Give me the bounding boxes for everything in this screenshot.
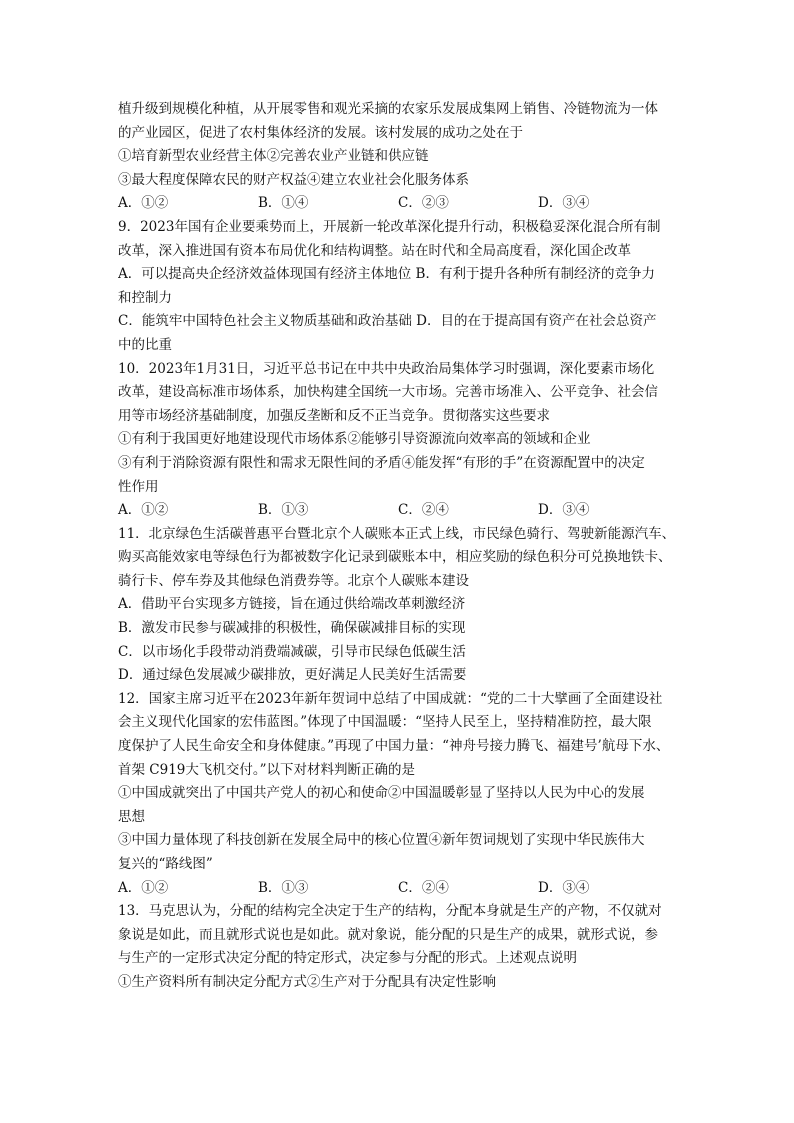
text-line: 首架 C919大飞机交付。”以下对材料判断正确的是	[118, 761, 416, 778]
answer-options-row	[118, 499, 678, 523]
text-line: ③有利于消除资源有限性和需求无限性间的矛盾④能发挥“有形的手”在资源配置中的决定	[118, 454, 645, 471]
answer-options-row	[118, 192, 678, 216]
text-line: C．以市场化手段带动消费端减碳，引导市民绿色低碳生活	[118, 643, 466, 660]
text-line: 思想	[118, 808, 145, 825]
text-line: 植升级到规模化种植，从开展零售和观光采摘的农家乐发展成集网上销售、冷链物流为一体	[118, 101, 658, 117]
answer-option: D．③④	[538, 502, 590, 519]
text-line: 9．2023年国有企业要乘势而上，开展新一轮改革深化提升行动，积极稳妥深化混合所有制	[118, 218, 661, 235]
text-line: D．通过绿色发展减少碳排放，更好满足人民美好生活需要	[118, 667, 467, 684]
answer-option: C．②③	[398, 195, 449, 212]
answer-option: B．①③	[258, 879, 309, 896]
text-line: ③最大程度保障农民的财产权益④建立农业社会化服务体系	[118, 171, 469, 188]
answer-option: A．①②	[118, 195, 169, 212]
answer-option: C．②④	[398, 502, 449, 519]
answer-option: D．③④	[538, 879, 590, 896]
text-line: 会主义现代化国家的宏伟蓝图。”体现了中国温暖：“坚持人民至上，坚持精准防控，最大限	[118, 714, 652, 731]
text-line: 复兴的“路线图”	[118, 856, 213, 872]
text-line: ①培育新型农业经营主体②完善农业产业链和供应链	[118, 148, 429, 165]
text-line: 和控制力	[118, 289, 172, 306]
text-line: 中的比重	[118, 336, 172, 353]
text-line: 12．国家主席习近平在2023年新年贺词中总结了中国成就：“党的二十大擘画了全面建设社	[118, 690, 663, 707]
text-line: ①中国成就突出了中国共产党人的初心和使命②中国温暖彰显了坚持以人民为中心的发展	[118, 785, 645, 802]
text-line: ①生产资料所有制决定分配方式②生产对于分配具有决定性影响	[118, 973, 496, 990]
text-line: 与生产的一定形式决定分配的特定形式，决定参与分配的形式。上述观点说明	[118, 950, 577, 967]
text-line: A．借助平台实现多方链接，旨在通过供给端改革刺激经济	[118, 596, 466, 613]
text-line: 用等市场经济基础制度，加强反垄断和反不正当竞争。贯彻落实这些要求	[118, 407, 550, 424]
page-content	[118, 98, 678, 995]
text-line: A．可以提高央企经济效益体现国有经济主体地位 B．有利于提升各种所有制经济的竞争力	[118, 266, 655, 283]
text-line: 骑行卡、停车券及其他绿色消费券等。北京个人碳账本建设	[118, 572, 469, 589]
answer-option: C．②④	[398, 879, 449, 896]
answer-option: D．③④	[538, 195, 590, 212]
text-line: 13．马克思认为，分配的结构完全决定于生产的结构，分配本身就是生产的产物，不仅就对	[118, 903, 662, 920]
text-line: 性作用	[118, 478, 159, 495]
text-line: 的产业园区，促进了农村集体经济的发展。该村发展的成功之处在于	[118, 124, 523, 141]
answer-option: A．①②	[118, 502, 169, 519]
text-line: 度保护了人民生命安全和身体健康。”再现了中国力量：“神舟号接力腾飞、福建号’航母下水、	[118, 738, 670, 755]
text-line: 购买高能效家电等绿色行为都被数字化记录到碳账本中，相应奖励的绿色积分可兑换地铁卡、	[118, 549, 672, 566]
text-line: ③中国力量体现了科技创新在发展全局中的核心位置④新年贺词规划了实现中华民族伟大	[118, 832, 645, 849]
text-line: C．能筑牢中国特色社会主义物质基础和政治基础 D．目的在于提高国有资产在社会总资产	[118, 313, 657, 330]
answer-option: B．①④	[258, 195, 309, 212]
text-line: 象说是如此，而且就形式说也是如此。就对象说，能分配的只是生产的成果，就形式说，参	[118, 926, 658, 943]
answer-options-row	[118, 877, 678, 901]
text-line: 10．2023年1月31日，习近平总书记在中共中央政治局集体学习时强调，深化要素市场化	[118, 360, 655, 377]
text-line: 11．北京绿色生活碳普惠平台暨北京个人碳账本正式上线，市民绿色骑行、驾驶新能源汽车、	[118, 525, 676, 542]
answer-option: A．①②	[118, 879, 169, 896]
text-line: 改革，深入推进国有资本布局优化和结构调整。站在时代和全局高度看，深化国企改革	[118, 242, 631, 259]
text-line: ①有利于我国更好地建设现代市场体系②能够引导资源流向效率高的领域和企业	[118, 431, 591, 448]
text-line: B．激发市民参与碳减排的积极性，确保碳减排目标的实现	[118, 620, 466, 637]
text-line: 改革，建设高标准市场体系，加快构建全国统一大市场。完善市场准入、公平竞争、社会信	[118, 384, 658, 401]
answer-option: B．①③	[258, 502, 309, 519]
